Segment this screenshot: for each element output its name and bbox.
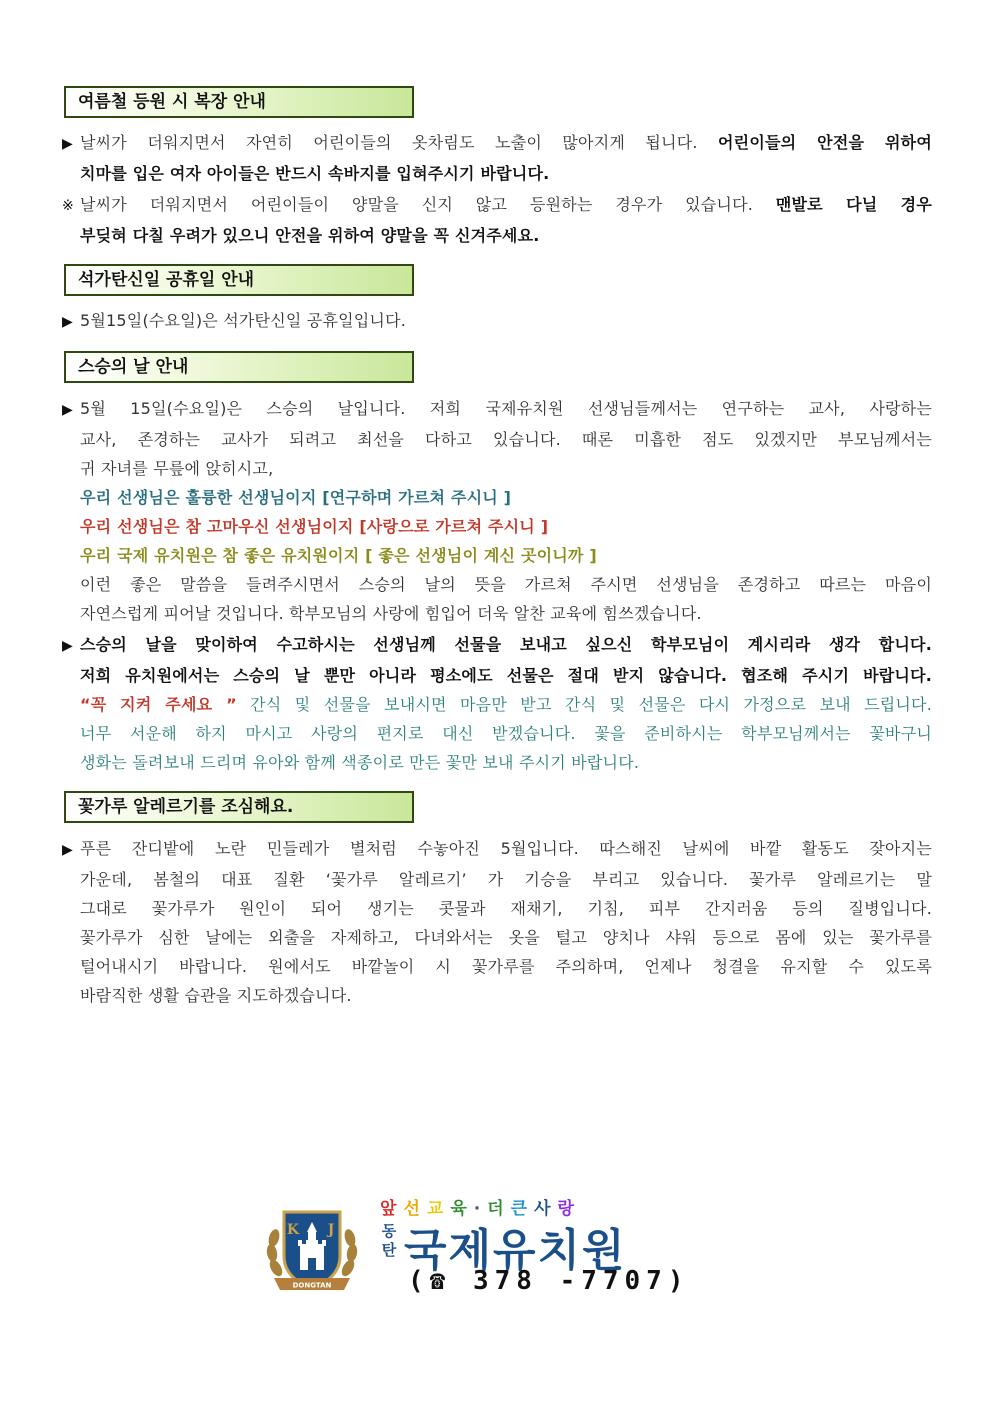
bullet-icon: ▶ <box>62 136 73 152</box>
slogan-char: 육 <box>450 1199 474 1219</box>
summer-line-4: 부딪혀 다칠 우려가 있으니 안전을 위하여 양말을 꼭 신겨주세요. <box>80 226 540 245</box>
summer-dress-paragraph <box>62 128 932 250</box>
slogan-char: 교 <box>426 1199 451 1219</box>
section-title-summer-dress: 여름철 등원 시 복장 안내 <box>64 86 414 118</box>
emblem-letter-k: K <box>286 1222 300 1238</box>
slogan-char: 선 <box>403 1199 427 1219</box>
kindergarten-name: 국제유치원 <box>404 1225 627 1276</box>
quote-3: 우리 국제 유치원은 참 좋은 유치원이지 [ 좋은 선생님이 계신 곳이니까 ] <box>80 546 597 565</box>
slogan-char: 랑 <box>557 1199 581 1219</box>
summer-line-2: 치마를 입은 여자 아이들은 반드시 속바지를 입혀주시기 바랍니다. <box>80 164 550 183</box>
dongtan-label: 동 탄 <box>381 1222 397 1259</box>
summer-line-1: ▶ 날씨가 더워지면서 자연히 어린이들의 옷차림도 노출이 많아지게 됩니다. 어린이들의 안전을 위하여 <box>62 128 932 159</box>
note-icon: ※ <box>62 198 74 214</box>
bullet-icon: ▶ <box>62 402 73 418</box>
teachers-day-paragraph: ▶ 5월 15일(수요일)은 스승의 날입니다. 저희 국제유치원 선생님들께서는 연구하는 교사, 사랑하는 교사, 존경하는 교사가 되려고 최선을 다하고 있습니다. 때론 미흡한 점도 있겠지만 부모님께서는 귀 자녀를 무릎에 앉히시고, 우리 선생님은 훌륭한 선생님이지 [연구하며 가르쳐 주시니 ] 우리 선생님은 참 고마우신 선생님이지 [사랑으로 가르쳐 주시니 ] 우리 국제 유치원은 참 좋은 유치원이지 [ 좋은 선생님이 계신 곳이니까 ] 이런 좋은 말씀을 들려주시면서 스승의 날의 뜻을 가르쳐 주시면 선생님을 존경하고 따르는 마음이 자연스럽게 피어날 것입니다. 학부모님의 사랑에 힘입어 더욱 알찬 교육에 힘쓰겠습니다. ▶ 스승의 날을 맞이하여 수고하시는 선생님께 선물을 보내고 싶으신 학부모님이 계시리라 생각 합니다. 저희 유치원에서는 스승의 날 뿐만 아니라 평소에도 선물은 절대 받지 않습니다. 협조해 주시기 바랍니다. “꼭 지켜 주세요 ” 간식 및 선물을 보내시면 마음만 받고 간식 및 선물은 다시 가정으로 보내 드립니다. 너무 서운해 하지 마시고 사랑의 편지로 대신 받겠습니다. 꽃을 준비하시는 학부모님께서는 꽃바구니 생화는 돌려보내 드리며 유아와 함께 색종이로 만든 꽃만 보내 주시기 바랍니다. <box>62 394 932 777</box>
bullet-icon: ▶ <box>62 638 73 654</box>
keep-notice: “꼭 지켜 주세요 ” <box>80 695 237 714</box>
emblem-letter-j: J <box>327 1222 335 1238</box>
kindergarten-emblem-icon <box>262 1198 362 1298</box>
summer-line-3: ※ 날씨가 더워지면서 어린이들이 양말을 신지 않고 등원하는 경우가 있습니다. 맨발로 다닐 경우 <box>62 190 932 221</box>
section-title-buddha-holiday: 석가탄신일 공휴일 안내 <box>64 264 414 296</box>
slogan-char: 사 <box>534 1199 558 1219</box>
buddha-holiday-paragraph: ▶ 5월15일(수요일)은 석가탄신일 공휴일입니다. <box>62 306 932 337</box>
pollen-allergy-paragraph: ▶ 푸른 잔디밭에 노란 민들레가 별처럼 수놓아진 5월입니다. 따스해진 날씨에 바깥 활동도 잦아지는 가운데, 봄철의 대표 질환 ‘꽃가루 알레르기’ 가 기승을 부리고 있습니다. 꽃가루 알레르기는 말 그대로 꽃가루가 원인이 되어 생기는 콧물과 재채기, 기침, 피부 간지러움 등의 질병입니다. 꽃가루가 심한 날에는 외출을 자제하고, 다녀와서는 옷을 털고 양치나 샤워 등으로 몸에 있는 꽃가루를 털어내시기 바랍니다. 원에서도 바깥놀이 시 꽃가루를 주의하며, 언제나 청결을 유지할 수 있도록 바람직한 생활 습관을 지도하겠습니다. <box>62 834 932 1010</box>
phone-number: (☎ 378 -7707) <box>408 1266 690 1296</box>
section-title-teachers-day: 스승의 날 안내 <box>64 351 414 383</box>
section-title-pollen-allergy: 꽃가루 알레르기를 조심해요. <box>64 791 414 823</box>
bullet-icon: ▶ <box>62 314 73 330</box>
slogan-char: 더 <box>487 1199 511 1219</box>
slogan-char: · <box>473 1199 488 1219</box>
quote-2: 우리 선생님은 참 고마우신 선생님이지 [사랑으로 가르쳐 주시니 ] <box>80 517 549 536</box>
slogan-char: 앞 <box>380 1199 404 1219</box>
emblem-banner: DONGTAN <box>292 1281 332 1290</box>
quote-1: 우리 선생님은 훌륭한 선생님이지 [연구하며 가르쳐 주시니 ] <box>80 488 512 507</box>
slogan-char: 큰 <box>510 1199 535 1219</box>
bullet-icon: ▶ <box>62 842 73 858</box>
